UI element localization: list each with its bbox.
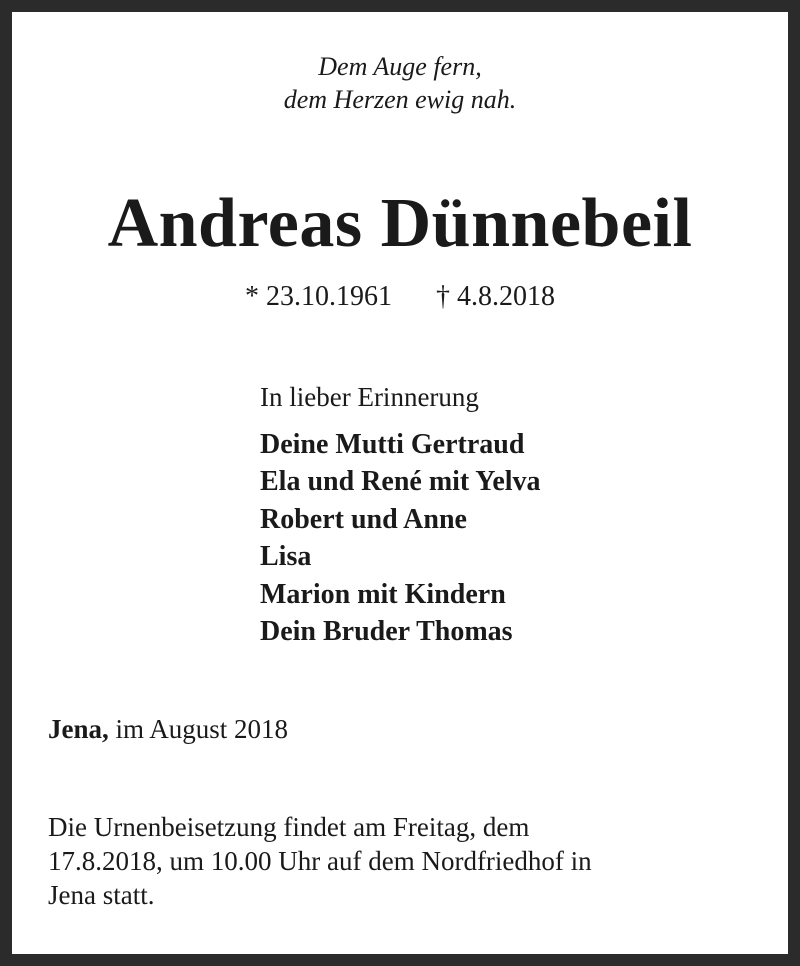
mourners-list [260, 426, 541, 650]
motto-line-2: dem Herzen ewig nah. [283, 85, 517, 114]
notice-line: Die Urnenbeisetzung findet am Freitag, dem [48, 812, 530, 842]
deceased-name: Andreas Dünnebeil [107, 185, 693, 262]
life-dates [12, 280, 788, 314]
place-month: im August 2018 [108, 714, 289, 744]
death-date: † 4.8.2018 [436, 281, 555, 312]
mourner: Dein Bruder Thomas [260, 616, 513, 648]
funeral-notice [48, 810, 768, 912]
motto [12, 50, 788, 116]
birth-date: * 23.10.1961 [245, 281, 392, 312]
motto-line-1: Dem Auge fern, [318, 52, 482, 81]
mourner: Ela und René mit Yelva [260, 466, 541, 498]
notice-line: Jena statt. [48, 880, 155, 910]
mourner: Lisa [260, 541, 312, 573]
mourner: Deine Mutti Gertraud [260, 429, 525, 460]
place-date [48, 712, 288, 746]
memory-intro: In lieber Erinnerung [260, 382, 479, 412]
mourner: Marion mit Kindern [260, 578, 506, 610]
obituary-content [12, 12, 788, 954]
place-city: Jena, [48, 714, 109, 744]
mourner: Robert und Anne [260, 503, 467, 535]
notice-line: 17.8.2018, um 10.00 Uhr auf dem Nordfriedhof in [48, 846, 592, 876]
